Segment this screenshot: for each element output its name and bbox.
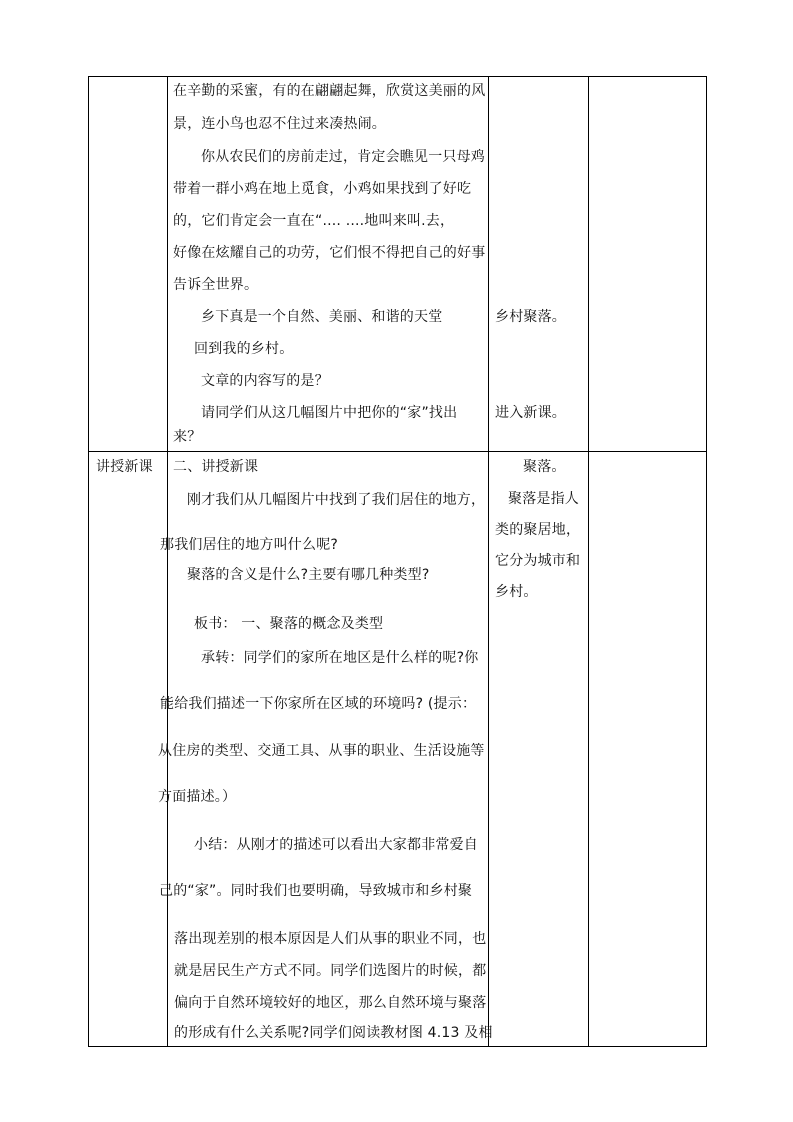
table-bottom-border <box>88 1046 707 1047</box>
paragraph-line: 承转：同学们的家所在地区是什么样的呢?你 <box>201 650 479 666</box>
paragraph-line: 能给我们描述一下你家所在区域的环境吗? (提示： <box>160 696 477 712</box>
student-activity-line: 进入新课。 <box>495 405 566 421</box>
paragraph-line: 带着一群小鸡在地上觅食，小鸡如果找到了好吃 <box>173 181 472 197</box>
paragraph-line: 方面描述。） <box>158 789 237 805</box>
paragraph-line: 回到我的乡村。 <box>194 341 294 357</box>
table-right-border <box>706 76 707 1047</box>
content-cell <box>158 452 493 1046</box>
paragraph-line: 刚才我们从几幅图片中找到了我们居住的地方， <box>187 492 486 508</box>
paragraph-line: 你从农民们的房前走过，肯定会瞧见一只母鸡 <box>201 149 485 165</box>
paragraph-line: 在辛勤的采蜜，有的在翩翩起舞，欣赏这美丽的风 <box>173 83 486 99</box>
column-divider-3 <box>588 76 589 1047</box>
paragraph-line: 己的“家”。同时我们也要明确，导致城市和乡村聚 <box>159 883 473 899</box>
paragraph-line: 告诉全世界。 <box>173 277 259 293</box>
paragraph-line: 来？ <box>173 429 202 445</box>
student-activity-line: 乡村。 <box>495 584 538 600</box>
row-label: 讲授新课 <box>96 459 153 475</box>
paragraph-line: 文章的内容写的是？ <box>201 373 329 389</box>
paragraph-line: 请同学们从这几幅图片中把你的“家”找出 <box>201 405 458 421</box>
paragraph-line: 那我们居住的地方叫什么呢? <box>160 537 339 553</box>
student-activity-line: 它分为城市和 <box>495 553 581 569</box>
blackboard-note: 板书： 一、聚落的概念及类型 <box>194 616 384 632</box>
student-activity-line: 聚落是指人 <box>508 491 579 507</box>
column-divider-2 <box>488 76 489 1047</box>
paragraph-line: 聚落的含义是什么?主要有哪几种类型? <box>187 567 430 583</box>
paragraph-line: 景，连小鸟也忍不住过来凑热闹。 <box>173 116 386 132</box>
student-activity-line: 聚落。 <box>523 459 566 475</box>
paragraph-line: 的形成有什么关系呢?同学们阅读教材图 4.13 及相 <box>174 1025 493 1041</box>
student-activity-line: 类的聚居地， <box>495 522 581 538</box>
paragraph-line: 的，它们肯定会一直在“.... ....地叫来叫.去， <box>173 213 455 229</box>
paragraph-line: 从住房的类型、交通工具、从事的职业、生活设施等 <box>158 743 485 759</box>
paragraph-line: 偏向于自然环境较好的地区，那么自然环境与聚落 <box>174 995 487 1011</box>
paragraph-line: 就是居民生产方式不同。同学们选图片的时候，都 <box>174 963 487 979</box>
table-left-border <box>88 76 89 1047</box>
table-top-border <box>88 76 707 77</box>
paragraph-line: 好像在炫耀自己的功劳，它们恨不得把自己的好事 <box>173 245 486 261</box>
paragraph-line: 乡下真是一个自然、美丽、和谐的天堂 <box>201 309 443 325</box>
paragraph-line: 小结：从刚才的描述可以看出大家都非常爱自 <box>194 837 478 853</box>
paragraph-line: 落出现差别的根本原因是人们从事的职业不同，也 <box>174 931 487 947</box>
section-heading: 二、讲授新课 <box>173 459 259 475</box>
student-activity-line: 乡村聚落。 <box>495 309 566 325</box>
